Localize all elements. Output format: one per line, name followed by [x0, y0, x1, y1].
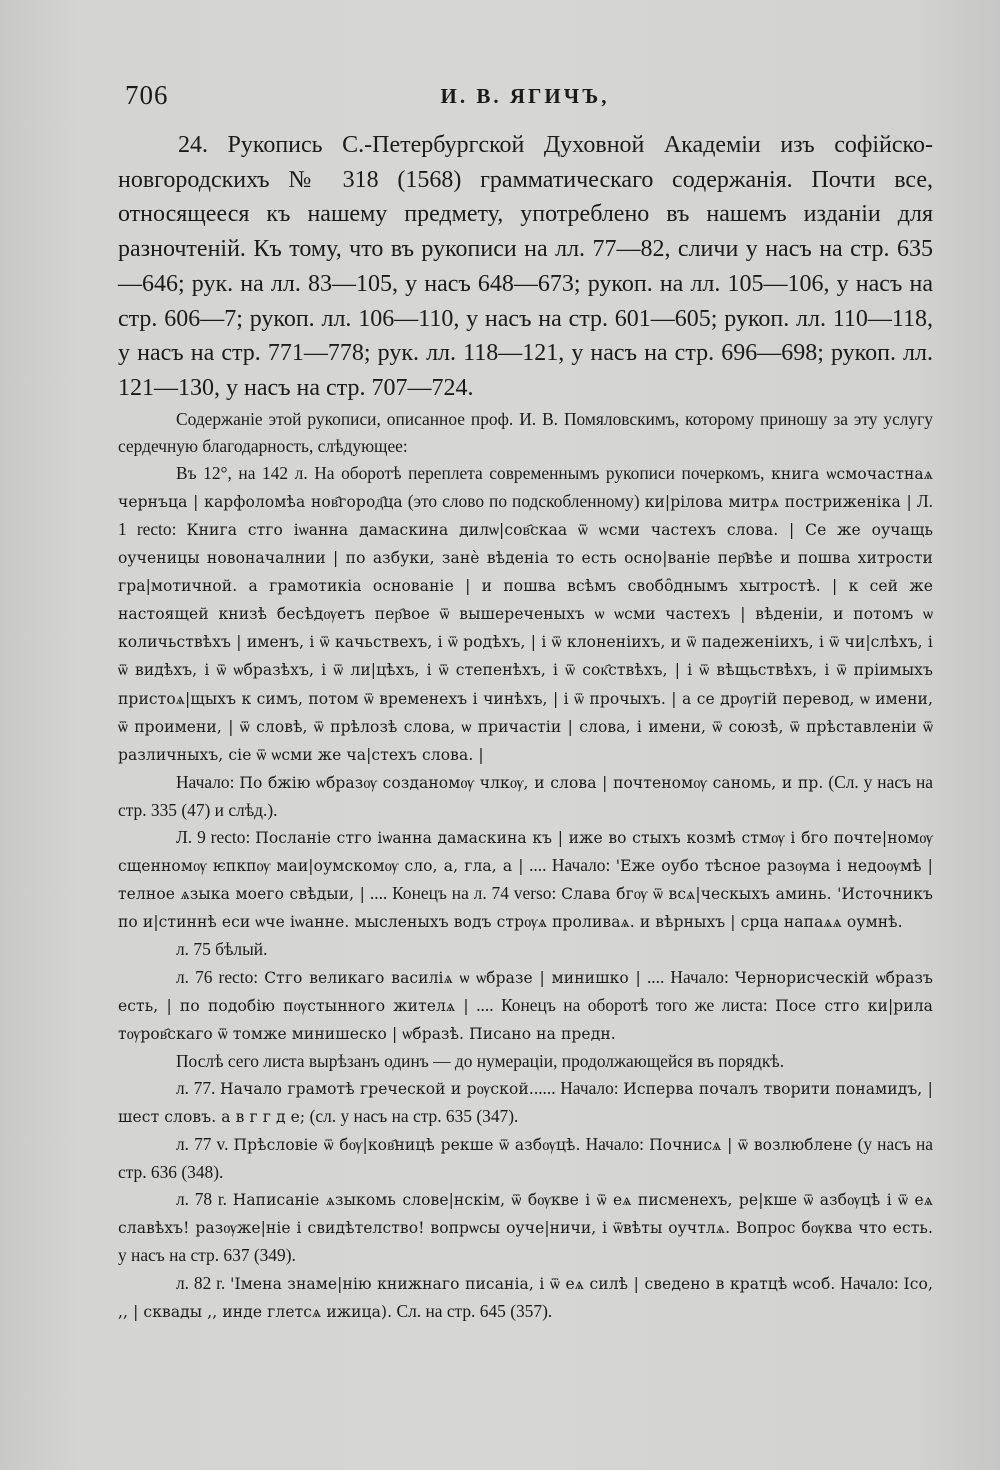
text-segment: Л. 1 recto:	[118, 490, 933, 539]
body-paragraph	[118, 1270, 933, 1326]
body-paragraph	[118, 1075, 933, 1131]
text-segment: у насъ на стр. 637 (349).	[118, 1245, 296, 1266]
body-paragraph	[118, 936, 933, 963]
text-segment: (у насъ на стр. 636 (348).	[118, 1134, 934, 1183]
church-slavonic-quote: Написаніе ѧзыкомь слове|нскім, ѿ бѹкве і ѿ еѧ писменехъ, ре|кше ѿ азбѹцѣ і ѿ еѧ славѣхъ! разѹже|ніе і свидѣтелство! вопрѡсы оуче|ничи, і ѿвѣты оучтлѧ. Вопрос бѹква что есть.	[118, 1191, 933, 1238]
body-paragraph	[118, 1186, 933, 1269]
text-segment: Сл. на стр. 645 (357).	[392, 1300, 553, 1321]
text-segment: .... Конецъ на оборотѣ того же листа:	[468, 994, 776, 1015]
text-segment: Содержаніе этой рукописи, описанное проф. И. В. Помяловскимъ, которому приношу за эту услугу сердечную благодарность, слѣдующее:	[118, 408, 933, 456]
text-segment: Послѣ сего листа вырѣзанъ одинъ — до нумераціи, продолжающейся въ порядкѣ.	[176, 1050, 785, 1071]
church-slavonic-quote: Чернорисческій ѡбразъ есть, | по подобію пѹстынного жителѧ |	[118, 968, 933, 1015]
church-slavonic-quote: Книга стго іѡанна дамаскина дилѡ|сов҄скаа ѿ ѡсми частехъ слова. | Се же оучащь оученицы новоначалнии | по азбуки, занѐ вѣденіа то есть осно|ваніе пер҄вѣе и пошва хитрости гра|мотичной. а грамотикіа основаніе | и пошва всѣмъ свобо̑днымъ хытростѣ. | к сей же настоящей книзѣ бесѣдѹетъ пер҄вое ѿ вышереченыхъ ѡ ѡсми частехъ | вѣденіи, и потомъ ѡ количьствѣхъ | именъ, і ѿ качьствехъ, і ѿ родѣхъ, | і ѿ клоненіихъ, и ѿ падеженіихъ, і ѿ чи|слѣхъ, і ѿ видѣхъ, і ѿ ѡбразѣхъ, і ѿ ли|цѣхъ, і ѿ степенѣхъ, і ѿ сок҄ствѣхъ, | і ѿ вѣщьствѣхъ, і ѿ пріимыхъ пристоѧ|щыхъ к симъ, потом ѿ временехъ і чинѣхъ, | і ѿ прочыхъ. | а се дрѹгій перевод, ѡ имени, ѿ проимени, | ѿ словѣ, ѿ прѣлозѣ слова, ѡ причастіи | слова, і имени, ѿ союзѣ, ѿ прѣставленіи ѿ различныхъ, сіе ѿ ѡсми же ча|стехъ слова. |	[118, 521, 933, 764]
text-segment: л. 77 v.	[176, 1134, 234, 1155]
text-segment: .... Начало:	[523, 855, 616, 876]
text-segment: .... Начало:	[640, 966, 735, 987]
text-segment: л. 78 r.	[176, 1189, 233, 1210]
text-segment: (сл. у насъ на стр. 635 (347).	[305, 1105, 519, 1126]
church-slavonic-quote: Начало грамотѣ греческой и рѹской.	[220, 1079, 534, 1098]
page-number: 706	[125, 80, 169, 110]
church-slavonic-quote: Ісо, ,, | сквады ,, инде глетсѧ ижица).	[118, 1274, 933, 1321]
body-paragraph	[118, 406, 933, 460]
church-slavonic-quote: 'Еже оубо тѣсное разѹма і недоѹмѣ | телное ѧзыка моего свѣдыи, |	[118, 857, 934, 904]
church-slavonic-quote: Почнисѧ | ѿ возлюблене	[649, 1136, 853, 1155]
text-segment: .... Конецъ на л. 74 verso:	[365, 883, 562, 904]
church-slavonic-quote: 'Імена знаме|нію книжнаго писаніа, і ѿ еѧ силѣ | сведено в кратцѣ ѡсоб.	[230, 1274, 836, 1293]
church-slavonic-quote: Стго великаго василіѧ ѡ ѡбразе | минишко |	[264, 968, 641, 987]
text-segment: л. 77.	[176, 1077, 221, 1098]
body-paragraph	[118, 769, 933, 824]
body-paragraph	[118, 460, 933, 769]
text-segment: Начало:	[176, 771, 240, 792]
text-segment: (это слово по подскобленному)	[402, 490, 645, 511]
text-segment: ..... Начало:	[533, 1077, 624, 1098]
text-segment: 24. Рукопись С.-Петербургской Духовной Академіи изъ софійско-новгородскихъ № 318 (1568) грамматическаго содержанія. Почти все, относящееся къ нашему предмету, употреблено въ нашемъ изданіи для разночтеній. Къ тому, что въ рукописи на лл. 77—82, сличи у насъ на стр. 635—646; рук. на лл. 83—105, у насъ 648—673; рукоп. на лл. 105—106, у насъ на стр. 606—7; рукоп. лл. 106—110, у насъ на стр. 601—605; рукоп. лл. 110—118, у насъ на стр. 771—778; рук. лл. 118—121, у насъ на стр. 696—698; рукоп. лл. 121—130, у насъ на стр. 707—724.	[118, 132, 933, 401]
church-slavonic-quote: По бжію ѡбразѹ созданомѹ члкѹ, и слова | почтеномѹ саномь, и пр.	[239, 773, 824, 792]
text-segment: л. 76 recto:	[176, 966, 265, 987]
body-paragraph	[118, 964, 933, 1048]
page-header	[125, 80, 925, 110]
church-slavonic-quote: Посе стго ки|рила тѹров҄скаго ѿ томже минишеско | ѡбразѣ. Писано на предн.	[118, 996, 934, 1043]
text-segment: Л. 9 recto:	[176, 827, 256, 848]
body-paragraph	[118, 1131, 933, 1186]
text-segment: Начало:	[835, 1272, 904, 1293]
lead-paragraph	[118, 128, 933, 406]
text-segment: л. 75 бѣлый.	[176, 939, 268, 960]
page-body	[118, 128, 933, 1326]
church-slavonic-quote: ки|рілова митрѧ постриженіка |	[644, 492, 912, 511]
text-segment: л. 82 r.	[176, 1272, 231, 1293]
text-segment: (Сл. у насъ на стр. 335 (47) и слѣд.).	[118, 771, 933, 820]
church-slavonic-quote: Исперва почалъ творити понамидъ, | шест словъ. а в г г д е;	[118, 1079, 933, 1126]
running-title: И. В. ЯГИЧЪ,	[440, 84, 610, 108]
body-paragraph	[118, 824, 933, 936]
church-slavonic-quote: Прѣсловіе ѿ бѹ|ков҄ницѣ рекше ѿ азбѹцѣ.	[233, 1136, 581, 1155]
text-segment: Начало:	[580, 1134, 650, 1155]
church-slavonic-quote: Слава бгѹ ѿ всѧ|ческыхъ аминь. 'Источникъ по и|стиннѣ еси ѡче іѡанне. мысленыхъ водъ стрѹѧ проливаѧ. и вѣрныхъ | срца напаѧѧ оумнѣ.	[118, 885, 933, 932]
church-slavonic-quote: Посланіе стго іѡанна дамаскина къ | иже во стыхъ козмѣ стмѹ і бго почте|номѹ сщенномѹ ѥпкпѹ маи|оумскомѹ сло, а, гла, а |	[118, 829, 933, 876]
text-segment: Въ 12°, на 142 л. На оборотѣ переплета современнымъ рукописи почеркомъ,	[176, 462, 772, 483]
body-paragraph	[118, 1048, 933, 1075]
church-slavonic-quote: книга ѡсмочастнаѧ чернъца | карфоломѣа нов҄город҄ца	[118, 464, 934, 511]
